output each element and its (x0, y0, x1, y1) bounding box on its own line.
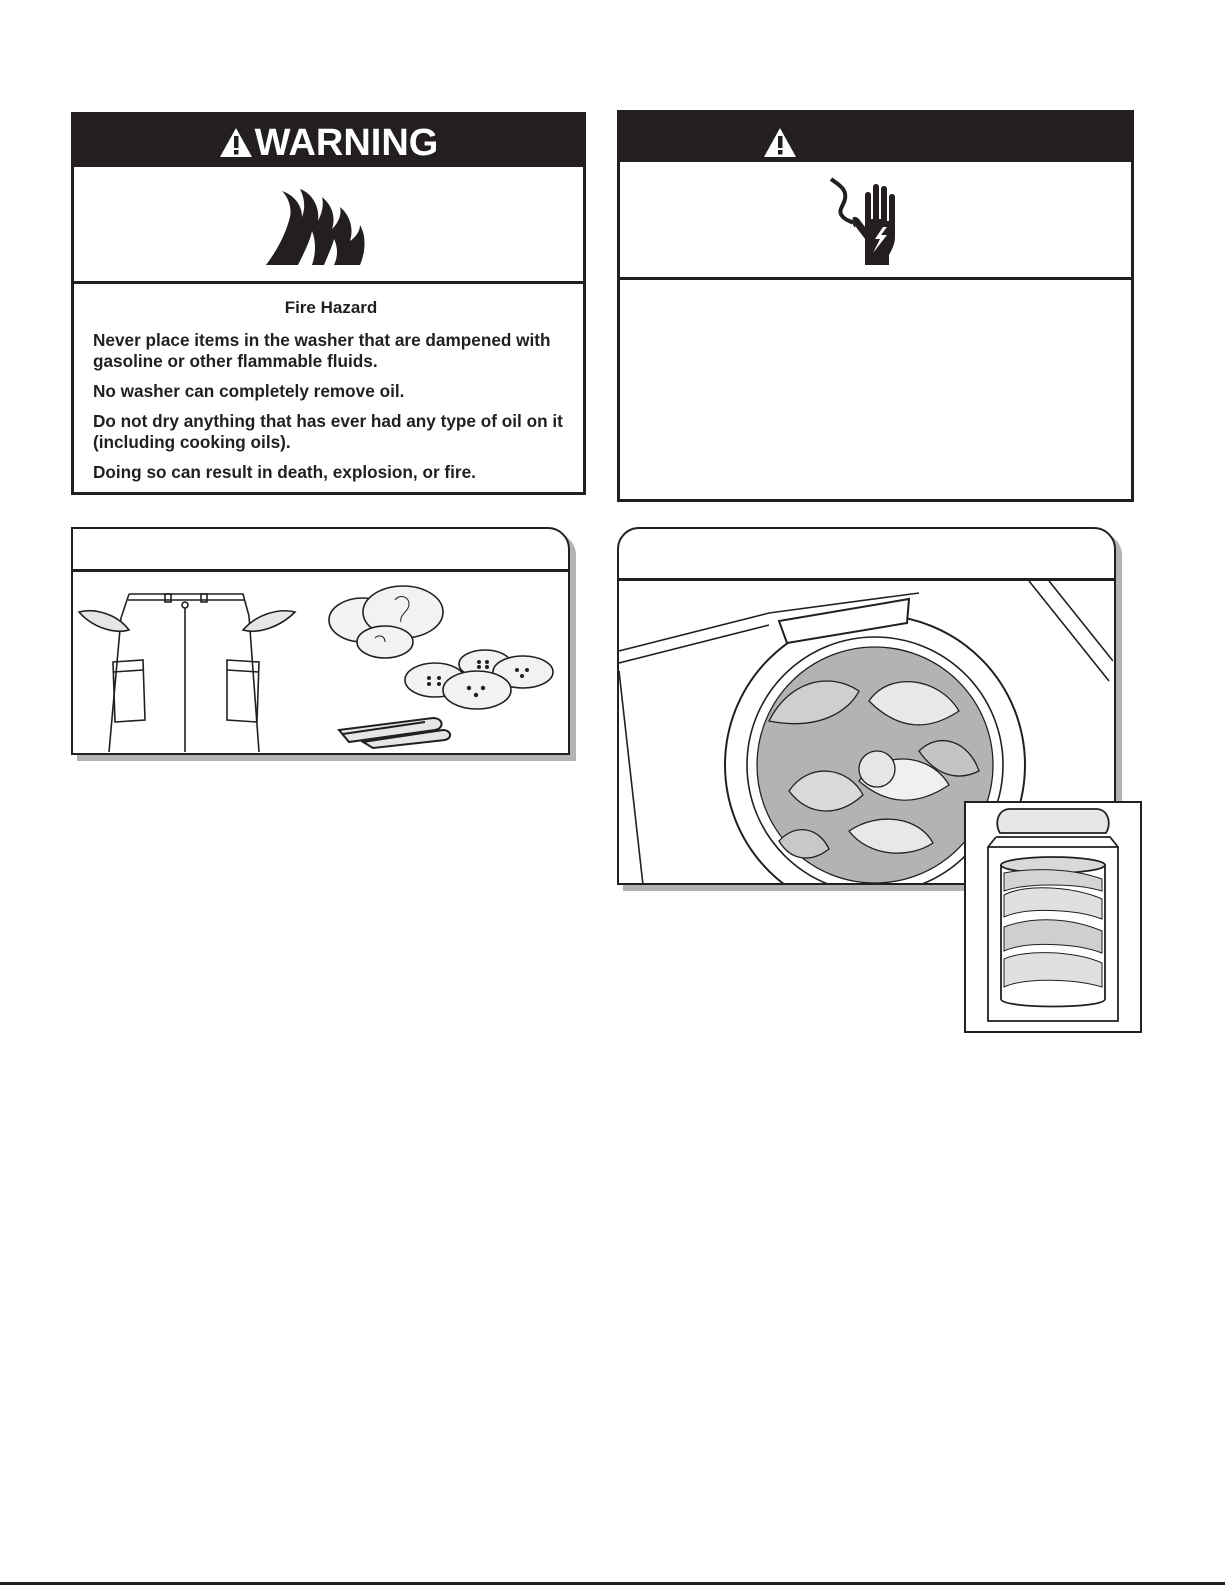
warning-title: WARNING (254, 122, 439, 164)
warning-text (93, 297, 569, 492)
warning-paragraph: Never place items in the washer that are dampened with gasoline or other flammable fluids. (93, 330, 551, 371)
empty-pockets-illustration (71, 527, 570, 755)
warning-divider (74, 281, 583, 284)
pants-coins-buttons-illustration (73, 572, 567, 752)
warning-paragraph: Doing so can result in death, explosion, or fire. (93, 462, 476, 482)
electrical-shock-warning (617, 110, 1134, 502)
warning-divider (620, 277, 1131, 280)
hazard-heading: Fire Hazard (284, 298, 378, 317)
alert-triangle-icon (219, 126, 253, 169)
washer-inset-illustration (964, 801, 1142, 1033)
fire-hazard-warning (71, 112, 586, 495)
fire-icon (264, 183, 384, 267)
electrical-shock-hand-icon (825, 175, 915, 267)
warning-header (74, 115, 583, 167)
warning-paragraph: Do not dry anything that has ever had any type of oil on it (including cooking oils). (93, 411, 563, 452)
alert-triangle-icon (763, 126, 797, 169)
warning-header (620, 113, 1131, 162)
warning-paragraph: No washer can completely remove oil. (93, 381, 405, 401)
